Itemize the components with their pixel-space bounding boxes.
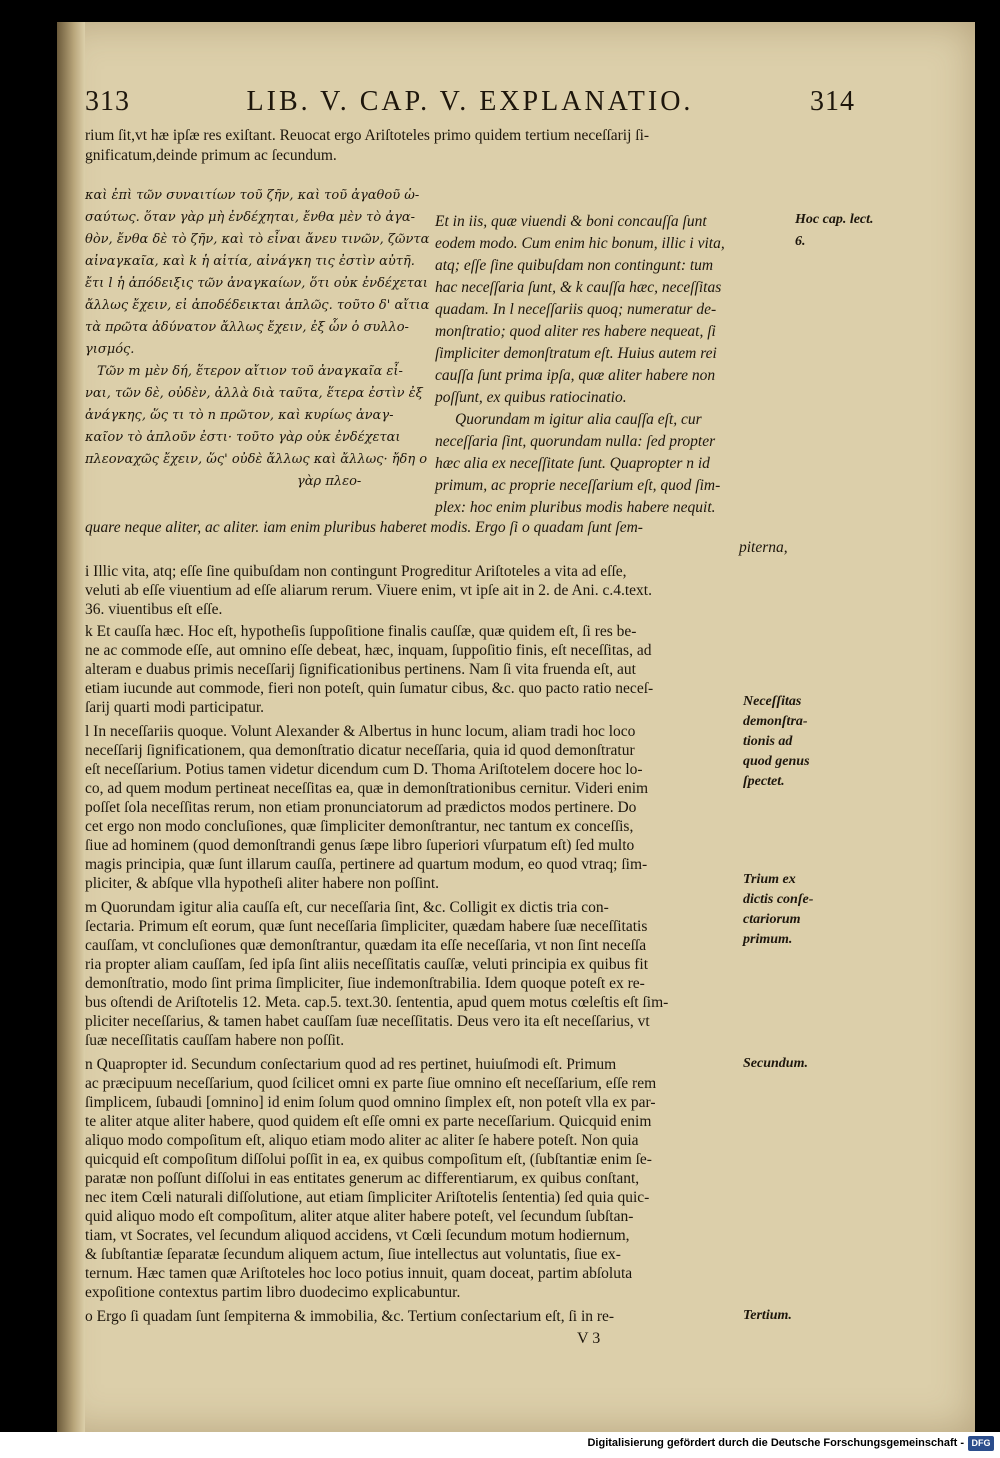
- left-page-number: 313: [85, 86, 130, 117]
- latin-line: poſſunt, ex quibus ratiocinatio.: [435, 389, 627, 406]
- margin-note-line: Secundum.: [743, 1056, 808, 1071]
- margin-note-line: Tertium.: [743, 1308, 792, 1323]
- commentary-line: ſectaria. Primum eſt eorum, quæ ſunt neceſſaria ſimpliciter, quædam habere ſuæ neceſſitatis: [85, 918, 648, 935]
- latin-line: hæc alia ex neceſſitate ſunt. Quapropter n id: [435, 455, 710, 472]
- commentary-line: ne ac commode eſſe, aut omnino eſſe debeat, hæc, inquam, ſuppoſitio finis, eſt neceſſitas, ad: [85, 642, 652, 659]
- commentary-line: quid aliquo modo eſt compoſitum, aliter atque aliter habere poteſt, vel ſecundum ſubſtan-: [85, 1208, 634, 1225]
- right-page-number: 314: [809, 86, 855, 117]
- page-header: [85, 86, 855, 118]
- greek-line: ναι, τῶν δὲ, οὐδὲν, ἀλλὰ διὰ ταῦτα, ἕτερα ἐστὶν ἐξ: [85, 386, 423, 401]
- greek-line: σαύτως. ὅταν γὰρ μὴ ἐνδέχηται, ἔνθα μὲν τὸ ἀγα-: [85, 210, 416, 225]
- greek-line: καῖον τὸ ἁπλοῦν ἐστι· τοῦτο γὰρ οὐκ ἐνδέχεται: [85, 430, 401, 445]
- latin-line: neceſſaria ſint, quorundam nulla: ſed propter: [435, 433, 716, 450]
- margin-note-line: Neceſſitas: [743, 694, 802, 709]
- intro-line: rium ſit,vt hæ ipſæ res exiſtant. Reuocat ergo Ariſtoteles primo quidem tertium neceſſarij ſi-: [85, 127, 650, 144]
- commentary-line: cauſſam, vt concluſiones quæ demonſtrantur, quædam ita eſſe neceſſaria, vt non ſint neceſſa: [85, 937, 647, 954]
- wide-line-tail: piterna,: [739, 539, 788, 556]
- commentary-line: ſuæ neceſſitatis cauſſam habere non poſſit.: [85, 1032, 345, 1049]
- commentary-line: te aliter atque aliter habere, quod quidem eſt eſſe omni ex parte neceſſarium. Quicquid enim: [85, 1113, 652, 1130]
- commentary-line: ria propter aliam cauſſam, ſed ipſa ſint aliis neceſſitatis cauſſæ, veluti principia ex quibus fit: [85, 956, 649, 973]
- commentary-line: quicquid eſt compoſitum diſſolui poſſit in ea, ex quibus compoſitum eſt, (ſubſtantiæ enim ſe-: [85, 1151, 652, 1168]
- commentary-line: tiam, vt Socrates, vel ſecundum aliquod accidens, vt Cœli ſecundum motum hodiernum,: [85, 1227, 630, 1244]
- latin-line: hac neceſſaria ſunt, & k cauſſa hæc, neceſſitas: [435, 279, 722, 296]
- greek-line: ἔτι l ἡ ἀπόδειξις τῶν ἀναγκαίων, ὅτι οὐκ ἐνδέχεται: [85, 276, 428, 291]
- margin-note-line: tionis ad: [743, 734, 793, 749]
- page-spine-shadow: [57, 22, 85, 1432]
- commentary-line: eſt neceſſarium. Potius tamen videtur dicendum cum D. Thoma Ariſtotelem docere hoc lo-: [85, 761, 643, 778]
- greek-line: καὶ ἐπὶ τῶν συναιτίων τοῦ ζῆν, καὶ τοῦ ἀγαθοῦ ὡ-: [85, 188, 420, 203]
- margin-note-line: quod genus: [743, 754, 810, 769]
- latin-line: ſimpliciter demonſtratum eſt. Huius autem rei: [435, 345, 717, 362]
- intro-line: gnificatum,deinde primum ac ſecundum.: [85, 147, 337, 164]
- commentary-line: 36. viuentibus eſt eſſe.: [85, 601, 223, 618]
- margin-note-line: demonſtra-: [743, 714, 808, 729]
- greek-line: τὰ πρῶτα ἀδύνατον ἄλλως ἔχειν, ἐξ ὧν ὁ συλλο-: [85, 320, 409, 335]
- latin-line: eodem modo. Cum enim hic bonum, illic i vita,: [435, 235, 725, 252]
- margin-note-line: Trium ex: [743, 872, 796, 887]
- latin-line: monſtratio; quod aliter res habere nequeat, ſi: [435, 323, 716, 340]
- commentary-line: paratæ non poſſunt diſſolui in eas entitates generum ac differentiarum, ex quibus conſtant,: [85, 1170, 640, 1187]
- commentary-line: neceſſarij ſignificationem, qua demonſtratio dicatur neceſſaria, quia id quod demonſtratur: [85, 742, 635, 759]
- margin-note-line: ctariorum: [743, 912, 801, 927]
- commentary-line: ternum. Hæc tamen quæ Ariſtoteles hoc loco potius innuit, quam doceat, partim abſoluta: [85, 1265, 633, 1282]
- commentary-line: l In neceſſariis quoque. Volunt Alexander & Albertus in hunc locum, aliam tradi hoc loco: [85, 723, 636, 740]
- chapter-note: Hoc cap. lect.: [795, 212, 874, 227]
- commentary-line: pliciter, & abſque vlla hypotheſi aliter habere non poſſint.: [85, 875, 440, 892]
- latin-line: atq; eſſe ſine quibuſdam non contingunt: tum: [435, 257, 714, 274]
- commentary-line: co, ad quem modum pertineat neceſſitas ea, quæ in demonſtrationibus cernitur. Videri enim: [85, 780, 649, 797]
- footer-credit: Digitalisierung gefördert durch die Deutsche Forschungsgemeinschaft -: [587, 1437, 964, 1449]
- greek-line: θὸν, ἔνθα δὲ τὸ ζῆν, καὶ τὸ εἶναι ἄνευ τινῶν, ζῶντα: [85, 232, 430, 247]
- commentary-line: k Et cauſſa hæc. Hoc eſt, hypotheſis ſuppoſitione finalis cauſſæ, quæ quidem eſt, ſi res be-: [85, 623, 637, 640]
- running-title: LIB. V. CAP. V. EXPLANATIO.: [246, 86, 694, 117]
- commentary-line: m Quorundam igitur alia cauſſa eſt, cur neceſſaria ſint, &c. Colligit ex dictis tria con-: [85, 899, 609, 916]
- book-page: [57, 22, 975, 1432]
- commentary-line: ſimplicem, ſubaudi [omnino] id enim ſolum quod omnino ſimplex eſt, non poteſt vlla ex par-: [85, 1094, 656, 1111]
- greek-line: ἀνάγκης, ὥς τι τὸ n πρῶτον, καὶ κυρίως ἀναγ-: [85, 408, 394, 423]
- commentary-line: i Illic vita, atq; eſſe ſine quibuſdam non contingunt Progreditur Ariſtoteles a vita ad eſſe,: [85, 563, 627, 580]
- greek-line: πλεοναχῶς ἔχειν, ὥς' οὐδὲ ἄλλως καὶ ἄλλως· ἤδη ο: [85, 452, 428, 467]
- commentary-line: o Ergo ſi quadam ſunt ſempiterna & immobilia, &c. Tertium conſectarium eſt, ſi in re-: [85, 1308, 615, 1325]
- chapter-note: 6.: [795, 234, 806, 249]
- commentary-line: alteram e duabus primis neceſſarij ſignificationibus pertinens. Nam ſi vita fruenda eſt, aut: [85, 661, 636, 678]
- latin-line: Quorundam m igitur alia cauſſa eſt, cur: [455, 411, 702, 428]
- latin-line: quadam. In l neceſſariis quoq; numeratur de-: [435, 301, 717, 318]
- commentary-line: pliciter neceſſarius, & tamen habet cauſſam ſuæ neceſſitatis. Deus vero ita eſt neceſſarius, vt: [85, 1013, 650, 1030]
- dfg-logo-badge: DFG: [968, 1436, 994, 1451]
- margin-note-line: ſpectet.: [743, 774, 785, 789]
- commentary-line: & ſubſtantiæ ſeparatæ ſecundum aliquem actum, ſiue intellectus aut voluntatis, ſiue ex-: [85, 1246, 621, 1263]
- commentary-line: poſſet ſola neceſſitas rerum, non etiam pronunciatorum ad prædictos modos pertinere. Do: [85, 799, 637, 816]
- wide-line: quare neque aliter, ac aliter. iam enim pluribus haberet modis. Ergo ſi o quadam ſunt ſem-: [85, 519, 643, 536]
- commentary-line: etiam iucunde aut commode, fieri non poteſt, quin ſumatur cibus, &c. quo pacto ratio neceſ-: [85, 680, 654, 697]
- commentary-line: nec item Cœli naturali diſſolutione, aut etiam ſimpliciter Ariſtotelis ſententia) ſed quia quic-: [85, 1189, 650, 1206]
- commentary-line: bus oſtendi de Ariſtotelis 12. Meta. cap.5. text.30. ſententia, apud quem motus cœleſtis eſt ſim-: [85, 994, 669, 1011]
- commentary-line: ac præcipuum neceſſarium, quod ſcilicet omni ex parte ſiue omnino eſt neceſſarium, eſſe rem: [85, 1075, 657, 1092]
- commentary-line: ſarij quarti modi participatur.: [85, 699, 265, 716]
- footer-bar: [0, 1432, 1000, 1458]
- margin-note-line: dictis conſe-: [743, 892, 814, 907]
- latin-line: plex: hoc enim pluribus modis habere nequit.: [435, 499, 716, 516]
- latin-line: primum, ac proprie neceſſarium eſt, quod ſim-: [435, 477, 721, 494]
- commentary-line: expoſitione contextus partim libro duodecimo explicabuntur.: [85, 1284, 461, 1301]
- greek-line: Τῶν m μὲν δή, ἕτερον αἴτιον τοῦ ἀναγκαῖα εἶ-: [97, 364, 403, 379]
- commentary-line: n Quapropter id. Secundum conſectarium quod ad res pertinet, huiuſmodi eſt. Primum: [85, 1056, 617, 1073]
- commentary-line: aliquo modo compoſitum eſt, aliquo etiam modo aliter ac aliter ſe habere poteſt. Non quia: [85, 1132, 639, 1149]
- greek-line: ἄλλως ἔχειν, εἰ ἀποδέδεικται ἁπλῶς. τοῦτο δ' αἴτια: [85, 298, 430, 313]
- greek-line: γισμός.: [85, 342, 135, 357]
- commentary-line: magis principia, quæ ſunt illarum cauſſa, pertinere ad quartum modum, eo quod vtraq; ſim-: [85, 856, 648, 873]
- commentary-line: veluti ab eſſe viuentium ad eſſe aliarum rerum. Viuere enim, vt ipſe ait in 2. de Ani. c.4.text.: [85, 582, 652, 599]
- commentary-line: ſiue ad hominem (quod demonſtrandi genus ſæpe libro ſuperiori vſurpatum eſt) ſed multo: [85, 837, 635, 854]
- greek-line: αἰναγκαῖα, καὶ k ἡ αἰτία, αἰνάγκη τις ἐστὶν αὐτῆ.: [85, 254, 415, 269]
- signature-mark: V 3: [577, 1330, 601, 1347]
- commentary-line: cet ergo non modo concluſiones, quæ ſimpliciter demonſtrantur, nec tantum ex conceſſis,: [85, 818, 634, 835]
- commentary-line: demonſtratio, modo ſint prima ſimpliciter, ſiue indemonſtrabilia. Idem quoque poteſt ex re-: [85, 975, 645, 992]
- greek-line: γὰρ πλεο-: [297, 474, 362, 489]
- margin-note-line: primum.: [743, 932, 793, 947]
- latin-line: Et in iis, quæ viuendi & boni concauſſa ſunt: [435, 213, 707, 230]
- latin-line: cauſſa ſunt prima ipſa, quæ aliter habere non: [435, 367, 716, 384]
